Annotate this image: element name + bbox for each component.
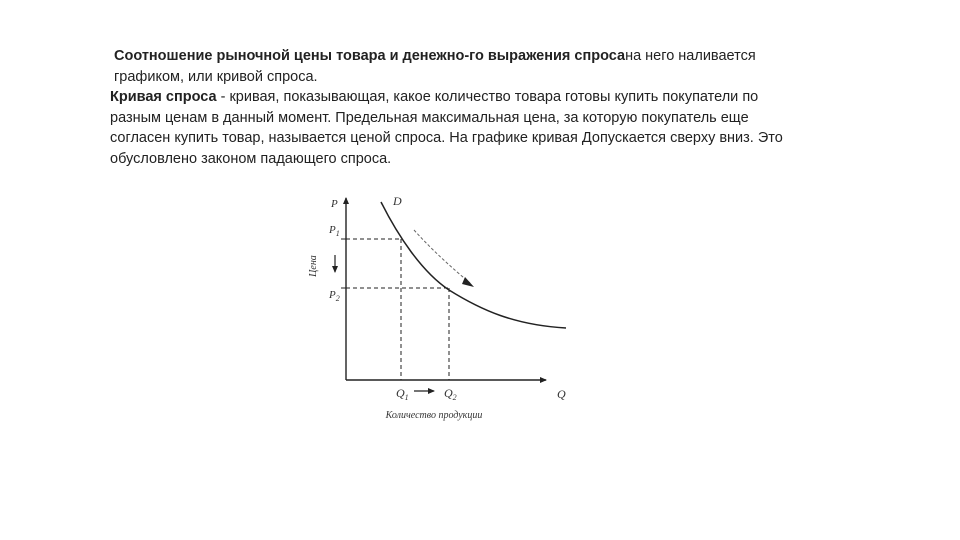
q1-label bbox=[396, 386, 409, 402]
q2-label bbox=[444, 386, 457, 402]
q2-subscript: 2 bbox=[452, 393, 457, 402]
curve-label-d: D bbox=[393, 194, 402, 208]
definition-term: Кривая спроса bbox=[110, 89, 217, 105]
p2-label bbox=[328, 289, 340, 303]
y-axis-label: P bbox=[331, 198, 338, 210]
q1-letter: Q bbox=[396, 386, 405, 400]
along-curve-arrowhead bbox=[462, 277, 474, 287]
along-curve-arrow bbox=[414, 230, 470, 283]
intro-rest: на него наливается графиком, или кривой спроса. bbox=[114, 48, 756, 85]
q2-letter: Q bbox=[444, 386, 453, 400]
definition-text: - кривая, показывающая, какое количество товара готовы купить покупатели по разным ценам в данный момент. Предельная максимальная цена, за которую покупатель еще согласен купить товар, называется ценой спроса. На графике кривая Допускается сверху вниз. Это обусловлено законом падающего спроса. bbox=[110, 89, 783, 167]
intro-bold: Соотношение рыночной цены товара и денежно-го выражения спроса bbox=[114, 48, 626, 64]
y-axis-title: Цена bbox=[308, 255, 319, 277]
q1-subscript: 1 bbox=[404, 393, 409, 402]
p1-label bbox=[328, 224, 340, 238]
p1-letter: P bbox=[329, 224, 336, 236]
demand-curve bbox=[381, 202, 566, 328]
x-axis-title: Количество продукции bbox=[385, 410, 483, 421]
x-axis-label: Q bbox=[557, 387, 566, 401]
p2-letter: P bbox=[329, 289, 336, 301]
p2-subscript: 2 bbox=[335, 294, 340, 303]
p1-subscript: 1 bbox=[335, 229, 340, 238]
